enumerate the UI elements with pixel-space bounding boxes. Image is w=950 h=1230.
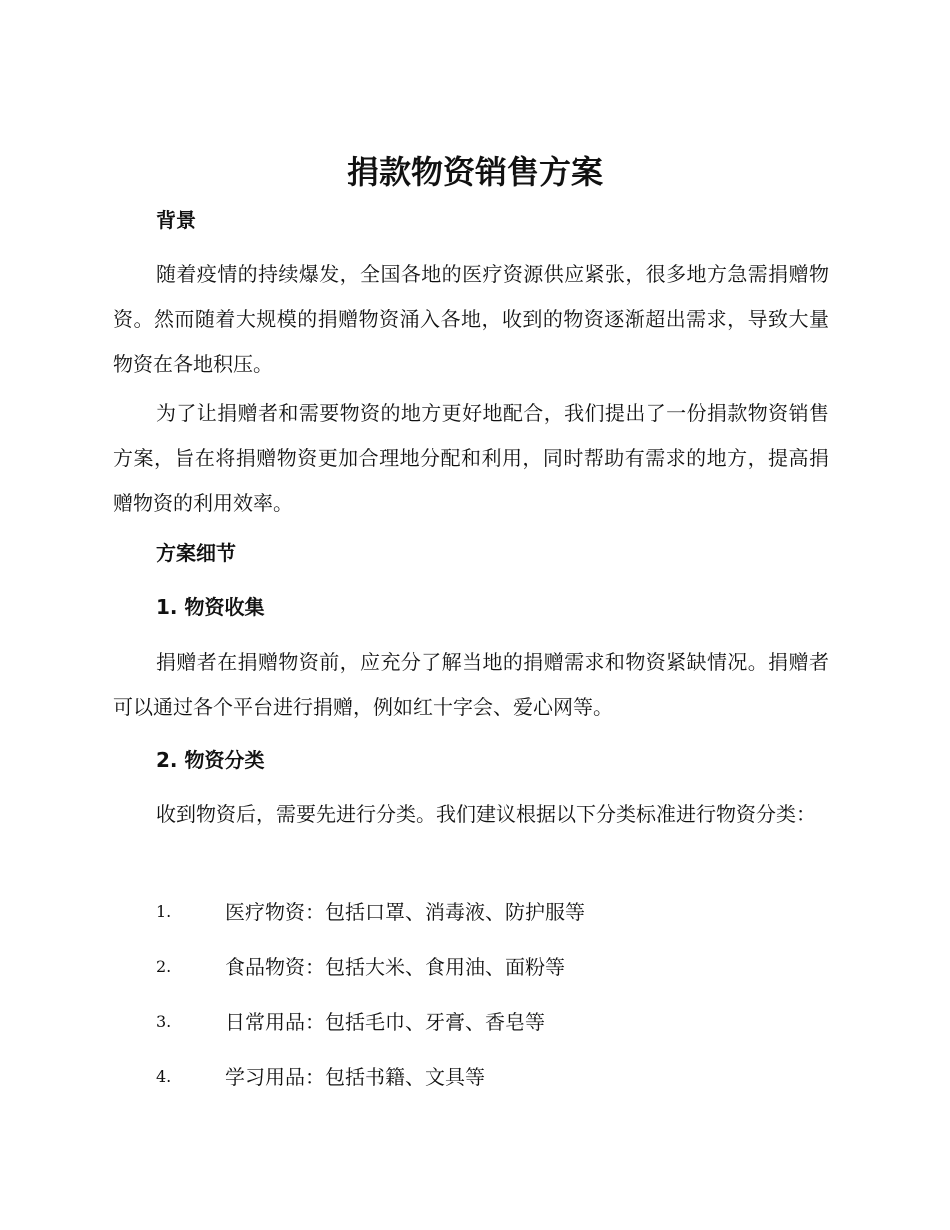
collection-paragraph: 捐赠者在捐赠物资前，应充分了解当地的捐赠需求和物资紧缺情况。捐赠者可以通过各个平台进行捐赠，例如红十字会、爱心网等。 [113,650,829,719]
list-item-text: 食品物资：包括大米、食用油、面粉等 [225,955,565,979]
section-heading-details: 方案细节 [156,541,236,565]
list-item [156,952,836,982]
classification-paragraph: 收到物资后，需要先进行分类。我们建议根据以下分类标准进行物资分类： [156,802,816,826]
background-paragraph-2: 为了让捐赠者和需要物资的地方更好地配合，我们提出了一份捐款物资销售方案，旨在将捐赠物资更加合理地分配和利用，同时帮助有需求的地方，提高捐赠物资的利用效率。 [113,401,829,515]
list-item [156,897,836,927]
list-item-text: 日常用品：包括毛巾、牙膏、香皂等 [225,1010,545,1034]
list-item [156,1062,836,1092]
background-paragraph-1: 随着疫情的持续爆发，全国各地的医疗资源供应紧张，很多地方急需捐赠物资。然而随着大规模的捐赠物资涌入各地，收到的物资逐渐超出需求，导致大量物资在各地积压。 [113,262,829,376]
section-heading-collection: 1. 物资收集 [156,595,265,619]
list-item-text: 医疗物资：包括口罩、消毒液、防护服等 [225,900,585,924]
section-heading-background: 背景 [156,208,196,232]
section-heading-classification: 2. 物资分类 [156,748,265,772]
list-item-number: 3. [156,1012,172,1031]
list-item [156,1007,836,1037]
list-item-number: 4. [156,1067,172,1086]
document-title: 捐款物资销售方案 [346,153,603,191]
list-item-text: 学习用品：包括书籍、文具等 [225,1065,485,1089]
list-item-number: 2. [156,957,172,976]
list-item-number: 1. [156,902,172,921]
